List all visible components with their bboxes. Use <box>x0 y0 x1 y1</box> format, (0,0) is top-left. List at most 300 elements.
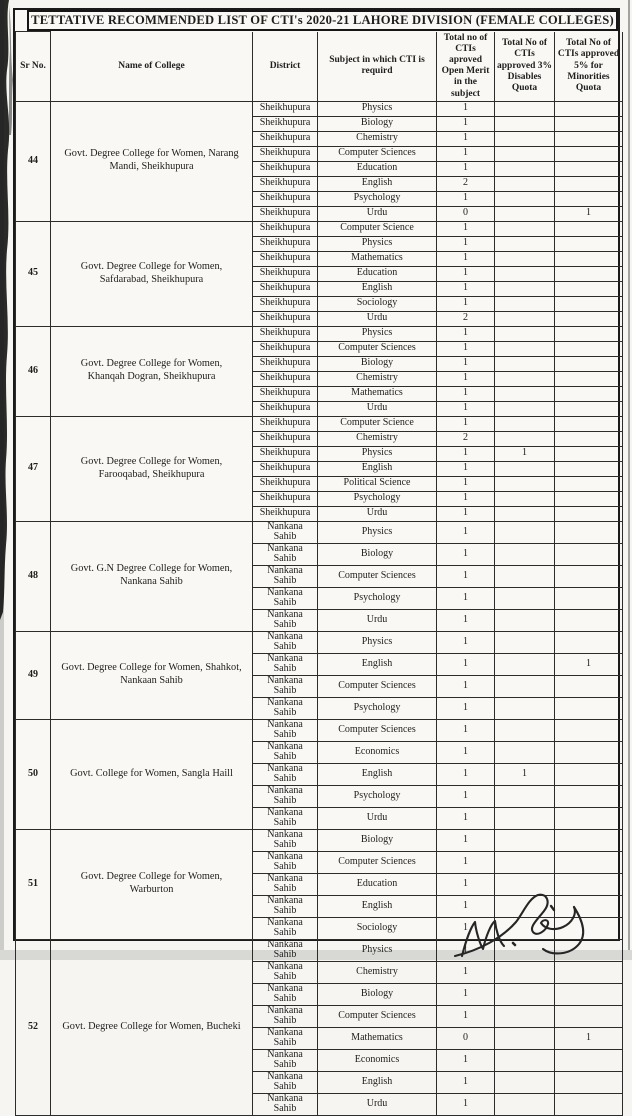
disables-quota-cell <box>495 697 555 719</box>
sr-no-cell: 49 <box>16 631 51 719</box>
open-merit-cell: 1 <box>437 371 495 386</box>
open-merit-cell: 1 <box>437 1093 495 1115</box>
subject-cell: Physics <box>318 631 437 653</box>
minorities-quota-cell <box>555 101 623 116</box>
minorities-quota-cell <box>555 697 623 719</box>
district-cell: Nankana Sahib <box>253 653 318 675</box>
disables-quota-cell <box>495 609 555 631</box>
district-cell: Sheikhupura <box>253 251 318 266</box>
district-cell: Sheikhupura <box>253 476 318 491</box>
minorities-quota-cell <box>555 829 623 851</box>
minorities-quota-cell <box>555 1049 623 1071</box>
subject-cell: Biology <box>318 829 437 851</box>
district-cell: Nankana Sahib <box>253 609 318 631</box>
minorities-quota-cell <box>555 416 623 431</box>
college-name-cell: Govt. Degree College for Women, Narang Mandi, Sheikhupura <box>51 101 253 221</box>
table-row <box>16 521 623 543</box>
disables-quota-cell: 1 <box>495 763 555 785</box>
minorities-quota-cell <box>555 176 623 191</box>
disables-quota-cell <box>495 146 555 161</box>
open-merit-cell: 1 <box>437 895 495 917</box>
district-cell: Sheikhupura <box>253 236 318 251</box>
district-cell: Sheikhupura <box>253 311 318 326</box>
disables-quota-cell <box>495 1005 555 1027</box>
district-cell: Nankana Sahib <box>253 1005 318 1027</box>
subject-cell: Economics <box>318 1049 437 1071</box>
subject-cell: Biology <box>318 116 437 131</box>
minorities-quota-cell: 1 <box>555 206 623 221</box>
minorities-quota-cell <box>555 506 623 521</box>
district-cell: Sheikhupura <box>253 116 318 131</box>
open-merit-cell: 1 <box>437 939 495 961</box>
open-merit-cell: 2 <box>437 431 495 446</box>
district-cell: Nankana Sahib <box>253 697 318 719</box>
disables-quota-cell <box>495 191 555 206</box>
open-merit-cell: 1 <box>437 697 495 719</box>
district-cell: Sheikhupura <box>253 191 318 206</box>
district-cell: Sheikhupura <box>253 401 318 416</box>
subject-cell: Physics <box>318 939 437 961</box>
subject-cell: Biology <box>318 983 437 1005</box>
district-cell: Sheikhupura <box>253 416 318 431</box>
minorities-quota-cell <box>555 609 623 631</box>
sr-no-cell: 48 <box>16 521 51 631</box>
subject-cell: English <box>318 461 437 476</box>
minorities-quota-cell <box>555 785 623 807</box>
subject-cell: Chemistry <box>318 431 437 446</box>
minorities-quota-cell: 1 <box>555 653 623 675</box>
open-merit-cell: 1 <box>437 873 495 895</box>
minorities-quota-cell <box>555 491 623 506</box>
district-cell: Sheikhupura <box>253 341 318 356</box>
open-merit-cell: 1 <box>437 341 495 356</box>
disables-quota-cell <box>495 785 555 807</box>
table-row <box>16 221 623 236</box>
subject-cell: Urdu <box>318 807 437 829</box>
open-merit-cell: 1 <box>437 416 495 431</box>
district-cell: Sheikhupura <box>253 461 318 476</box>
disables-quota-cell <box>495 587 555 609</box>
disables-quota-cell <box>495 296 555 311</box>
subject-cell: Computer Science <box>318 416 437 431</box>
district-cell: Nankana Sahib <box>253 675 318 697</box>
open-merit-cell: 1 <box>437 131 495 146</box>
table-row <box>16 101 623 116</box>
disables-quota-cell <box>495 741 555 763</box>
minorities-quota-cell <box>555 281 623 296</box>
subject-cell: Mathematics <box>318 1027 437 1049</box>
disables-quota-cell <box>495 176 555 191</box>
sr-no-cell: 45 <box>16 221 51 326</box>
subject-cell: Education <box>318 161 437 176</box>
district-cell: Sheikhupura <box>253 446 318 461</box>
disables-quota-cell <box>495 829 555 851</box>
subject-cell: Computer Sciences <box>318 719 437 741</box>
minorities-quota-cell <box>555 476 623 491</box>
disables-quota-cell <box>495 1027 555 1049</box>
minorities-quota-cell <box>555 116 623 131</box>
disables-quota-cell <box>495 221 555 236</box>
page-title <box>27 10 618 31</box>
open-merit-cell: 1 <box>437 461 495 476</box>
open-merit-cell: 1 <box>437 221 495 236</box>
college-name-cell: Govt. Degree College for Women, Bucheki <box>51 939 253 1115</box>
signature-dot <box>513 943 515 945</box>
open-merit-cell: 1 <box>437 1071 495 1093</box>
sr-no-cell: 50 <box>16 719 51 829</box>
district-cell: Nankana Sahib <box>253 587 318 609</box>
district-cell: Nankana Sahib <box>253 851 318 873</box>
subject-cell: Physics <box>318 236 437 251</box>
district-cell: Nankana Sahib <box>253 741 318 763</box>
sr-no-cell: 52 <box>16 939 51 1115</box>
subject-cell: Biology <box>318 543 437 565</box>
col-header-open-merit: Total no of CTIs aproved Open Merit in the subject <box>437 32 495 102</box>
minorities-quota-cell <box>555 191 623 206</box>
col-header-disables-quota: Total No of CTIs approved 3% Disables Quota <box>495 32 555 102</box>
disables-quota-cell <box>495 461 555 476</box>
subject-cell: Urdu <box>318 506 437 521</box>
district-cell: Nankana Sahib <box>253 983 318 1005</box>
open-merit-cell: 1 <box>437 961 495 983</box>
district-cell: Nankana Sahib <box>253 873 318 895</box>
col-header-district: District <box>253 32 318 102</box>
open-merit-cell: 1 <box>437 506 495 521</box>
open-merit-cell: 1 <box>437 146 495 161</box>
minorities-quota-cell <box>555 1071 623 1093</box>
disables-quota-cell <box>495 341 555 356</box>
disables-quota-cell <box>495 236 555 251</box>
disables-quota-cell <box>495 719 555 741</box>
open-merit-cell: 1 <box>437 521 495 543</box>
subject-cell: Computer Sciences <box>318 851 437 873</box>
subject-cell: Physics <box>318 101 437 116</box>
disables-quota-cell <box>495 311 555 326</box>
open-merit-cell: 1 <box>437 675 495 697</box>
disables-quota-cell <box>495 116 555 131</box>
district-cell: Sheikhupura <box>253 101 318 116</box>
sr-no-cell: 46 <box>16 326 51 416</box>
subject-cell: Urdu <box>318 311 437 326</box>
subject-cell: Chemistry <box>318 371 437 386</box>
disables-quota-cell <box>495 506 555 521</box>
open-merit-cell: 1 <box>437 763 495 785</box>
subject-cell: Computer Science <box>318 221 437 236</box>
open-merit-cell: 1 <box>437 386 495 401</box>
district-cell: Nankana Sahib <box>253 1071 318 1093</box>
subject-cell: Education <box>318 873 437 895</box>
district-cell: Nankana Sahib <box>253 1027 318 1049</box>
district-cell: Sheikhupura <box>253 386 318 401</box>
open-merit-cell: 1 <box>437 543 495 565</box>
disables-quota-cell <box>495 326 555 341</box>
open-merit-cell: 1 <box>437 101 495 116</box>
minorities-quota-cell <box>555 587 623 609</box>
district-cell: Sheikhupura <box>253 131 318 146</box>
minorities-quota-cell: 1 <box>555 1027 623 1049</box>
open-merit-cell: 1 <box>437 476 495 491</box>
scan-right-edge <box>628 0 630 950</box>
open-merit-cell: 1 <box>437 653 495 675</box>
disables-quota-cell <box>495 401 555 416</box>
subject-cell: Mathematics <box>318 251 437 266</box>
subject-cell: Computer Sciences <box>318 565 437 587</box>
signature-tick-mark <box>551 906 554 910</box>
minorities-quota-cell <box>555 631 623 653</box>
minorities-quota-cell <box>555 719 623 741</box>
minorities-quota-cell <box>555 851 623 873</box>
minorities-quota-cell <box>555 251 623 266</box>
disables-quota-cell <box>495 565 555 587</box>
minorities-quota-cell <box>555 221 623 236</box>
open-merit-cell: 1 <box>437 446 495 461</box>
district-cell: Nankana Sahib <box>253 521 318 543</box>
subject-cell: Political Science <box>318 476 437 491</box>
district-cell: Nankana Sahib <box>253 763 318 785</box>
disables-quota-cell <box>495 386 555 401</box>
district-cell: Nankana Sahib <box>253 807 318 829</box>
disables-quota-cell <box>495 653 555 675</box>
open-merit-cell: 1 <box>437 983 495 1005</box>
district-cell: Sheikhupura <box>253 176 318 191</box>
minorities-quota-cell <box>555 161 623 176</box>
open-merit-cell: 1 <box>437 917 495 939</box>
minorities-quota-cell <box>555 131 623 146</box>
open-merit-cell: 1 <box>437 236 495 251</box>
district-cell: Sheikhupura <box>253 221 318 236</box>
disables-quota-cell <box>495 1049 555 1071</box>
table-row <box>16 326 623 341</box>
disables-quota-cell <box>495 266 555 281</box>
district-cell: Sheikhupura <box>253 266 318 281</box>
minorities-quota-cell <box>555 311 623 326</box>
district-cell: Sheikhupura <box>253 281 318 296</box>
col-header-minorities-quota: Total No of CTIs approved 5% for Minorities Quota <box>555 32 623 102</box>
sr-no-cell: 51 <box>16 829 51 939</box>
minorities-quota-cell <box>555 446 623 461</box>
page-title-text: TETTATIVE RECOMMENDED LIST OF CTI's 2020-21 LAHORE DIVISION (FEMALE COLLEGES) <box>31 13 614 27</box>
subject-cell: Physics <box>318 326 437 341</box>
disables-quota-cell <box>495 476 555 491</box>
signature-scribble <box>438 876 623 960</box>
open-merit-cell: 2 <box>437 176 495 191</box>
minorities-quota-cell <box>555 356 623 371</box>
minorities-quota-cell <box>555 146 623 161</box>
subject-cell: English <box>318 1071 437 1093</box>
minorities-quota-cell <box>555 961 623 983</box>
district-cell: Sheikhupura <box>253 146 318 161</box>
open-merit-cell: 1 <box>437 491 495 506</box>
disables-quota-cell <box>495 161 555 176</box>
table-header-row <box>16 32 623 102</box>
open-merit-cell: 1 <box>437 266 495 281</box>
subject-cell: Urdu <box>318 206 437 221</box>
table-row <box>16 631 623 653</box>
disables-quota-cell <box>495 961 555 983</box>
table-body <box>16 101 623 1115</box>
district-cell: Sheikhupura <box>253 371 318 386</box>
open-merit-cell: 1 <box>437 161 495 176</box>
disables-quota-cell: 1 <box>495 446 555 461</box>
subject-cell: Psychology <box>318 191 437 206</box>
minorities-quota-cell <box>555 326 623 341</box>
disables-quota-cell <box>495 675 555 697</box>
subject-cell: Computer Sciences <box>318 341 437 356</box>
subject-cell: Psychology <box>318 785 437 807</box>
minorities-quota-cell <box>555 763 623 785</box>
minorities-quota-cell <box>555 296 623 311</box>
disables-quota-cell <box>495 1093 555 1115</box>
open-merit-cell: 1 <box>437 829 495 851</box>
minorities-quota-cell <box>555 675 623 697</box>
open-merit-cell: 1 <box>437 356 495 371</box>
minorities-quota-cell <box>555 386 623 401</box>
subject-cell: Psychology <box>318 491 437 506</box>
district-cell: Sheikhupura <box>253 161 318 176</box>
district-cell: Nankana Sahib <box>253 829 318 851</box>
table-row <box>16 719 623 741</box>
disables-quota-cell <box>495 491 555 506</box>
subject-cell: Computer Sciences <box>318 146 437 161</box>
open-merit-cell: 1 <box>437 785 495 807</box>
district-cell: Nankana Sahib <box>253 565 318 587</box>
open-merit-cell: 1 <box>437 1005 495 1027</box>
subject-cell: English <box>318 895 437 917</box>
open-merit-cell: 0 <box>437 1027 495 1049</box>
district-cell: Nankana Sahib <box>253 895 318 917</box>
minorities-quota-cell <box>555 565 623 587</box>
open-merit-cell: 1 <box>437 296 495 311</box>
disables-quota-cell <box>495 251 555 266</box>
subject-cell: Education <box>318 266 437 281</box>
open-merit-cell: 1 <box>437 251 495 266</box>
disables-quota-cell <box>495 416 555 431</box>
district-cell: Sheikhupura <box>253 296 318 311</box>
college-name-cell: Govt. G.N Degree College for Women, Nankana Sahib <box>51 521 253 631</box>
open-merit-cell: 2 <box>437 311 495 326</box>
district-cell: Nankana Sahib <box>253 631 318 653</box>
disables-quota-cell <box>495 851 555 873</box>
open-merit-cell: 1 <box>437 1049 495 1071</box>
subject-cell: English <box>318 653 437 675</box>
district-cell: Sheikhupura <box>253 326 318 341</box>
subject-cell: Physics <box>318 521 437 543</box>
college-name-cell: Govt. Degree College for Women, Safdarabad, Sheikhupura <box>51 221 253 326</box>
minorities-quota-cell <box>555 741 623 763</box>
district-cell: Nankana Sahib <box>253 961 318 983</box>
disables-quota-cell <box>495 356 555 371</box>
district-cell: Sheikhupura <box>253 356 318 371</box>
disables-quota-cell <box>495 131 555 146</box>
district-cell: Nankana Sahib <box>253 917 318 939</box>
disables-quota-cell <box>495 101 555 116</box>
subject-cell: Chemistry <box>318 131 437 146</box>
minorities-quota-cell <box>555 371 623 386</box>
sr-no-cell: 47 <box>16 416 51 521</box>
minorities-quota-cell <box>555 807 623 829</box>
college-name-cell: Govt. Degree College for Women, Warburton <box>51 829 253 939</box>
minorities-quota-cell <box>555 521 623 543</box>
district-cell: Nankana Sahib <box>253 1093 318 1115</box>
subject-cell: Urdu <box>318 609 437 631</box>
subject-cell: Sociology <box>318 296 437 311</box>
subject-cell: Computer Sciences <box>318 675 437 697</box>
signature-flourish-tail <box>543 907 583 953</box>
col-header-subject: Subject in which CTI is requird <box>318 32 437 102</box>
district-cell: Nankana Sahib <box>253 785 318 807</box>
subject-cell: English <box>318 281 437 296</box>
district-cell: Sheikhupura <box>253 491 318 506</box>
subject-cell: English <box>318 176 437 191</box>
minorities-quota-cell <box>555 341 623 356</box>
disables-quota-cell <box>495 521 555 543</box>
subject-cell: Physics <box>318 446 437 461</box>
open-merit-cell: 0 <box>437 206 495 221</box>
sr-no-cell: 44 <box>16 101 51 221</box>
open-merit-cell: 1 <box>437 191 495 206</box>
scanned-document-table <box>13 8 620 1115</box>
open-merit-cell: 1 <box>437 116 495 131</box>
disables-quota-cell <box>495 983 555 1005</box>
minorities-quota-cell <box>555 1005 623 1027</box>
subject-cell: Urdu <box>318 1093 437 1115</box>
minorities-quota-cell <box>555 543 623 565</box>
disables-quota-cell <box>495 631 555 653</box>
open-merit-cell: 1 <box>437 741 495 763</box>
disables-quota-cell <box>495 371 555 386</box>
col-header-sr-no: Sr No. <box>16 32 51 102</box>
open-merit-cell: 1 <box>437 719 495 741</box>
minorities-quota-cell <box>555 431 623 446</box>
col-header-college: Name of College <box>51 32 253 102</box>
subject-cell: Chemistry <box>318 961 437 983</box>
district-cell: Nankana Sahib <box>253 543 318 565</box>
open-merit-cell: 1 <box>437 587 495 609</box>
minorities-quota-cell <box>555 401 623 416</box>
district-cell: Sheikhupura <box>253 206 318 221</box>
subject-cell: Psychology <box>318 587 437 609</box>
college-name-cell: Govt. Degree College for Women, Khanqah Dogran, Sheikhupura <box>51 326 253 416</box>
subject-cell: Biology <box>318 356 437 371</box>
disables-quota-cell <box>495 1071 555 1093</box>
district-cell: Nankana Sahib <box>253 1049 318 1071</box>
minorities-quota-cell <box>555 461 623 476</box>
open-merit-cell: 1 <box>437 609 495 631</box>
college-name-cell: Govt. Degree College for Women, Shahkot, Nankaan Sahib <box>51 631 253 719</box>
disables-quota-cell <box>495 543 555 565</box>
minorities-quota-cell <box>555 983 623 1005</box>
open-merit-cell: 1 <box>437 631 495 653</box>
college-name-cell: Govt. Degree College for Women, Farooqabad, Sheikhupura <box>51 416 253 521</box>
minorities-quota-cell <box>555 236 623 251</box>
college-name-cell: Govt. College for Women, Sangla Haill <box>51 719 253 829</box>
subject-cell: Psychology <box>318 697 437 719</box>
disables-quota-cell <box>495 206 555 221</box>
disables-quota-cell <box>495 431 555 446</box>
subject-cell: Mathematics <box>318 386 437 401</box>
open-merit-cell: 1 <box>437 401 495 416</box>
district-cell: Nankana Sahib <box>253 939 318 961</box>
subject-cell: Urdu <box>318 401 437 416</box>
disables-quota-cell <box>495 807 555 829</box>
open-merit-cell: 1 <box>437 851 495 873</box>
subject-cell: Sociology <box>318 917 437 939</box>
minorities-quota-cell <box>555 266 623 281</box>
open-merit-cell: 1 <box>437 565 495 587</box>
open-merit-cell: 1 <box>437 281 495 296</box>
table-row <box>16 416 623 431</box>
disables-quota-cell <box>495 281 555 296</box>
